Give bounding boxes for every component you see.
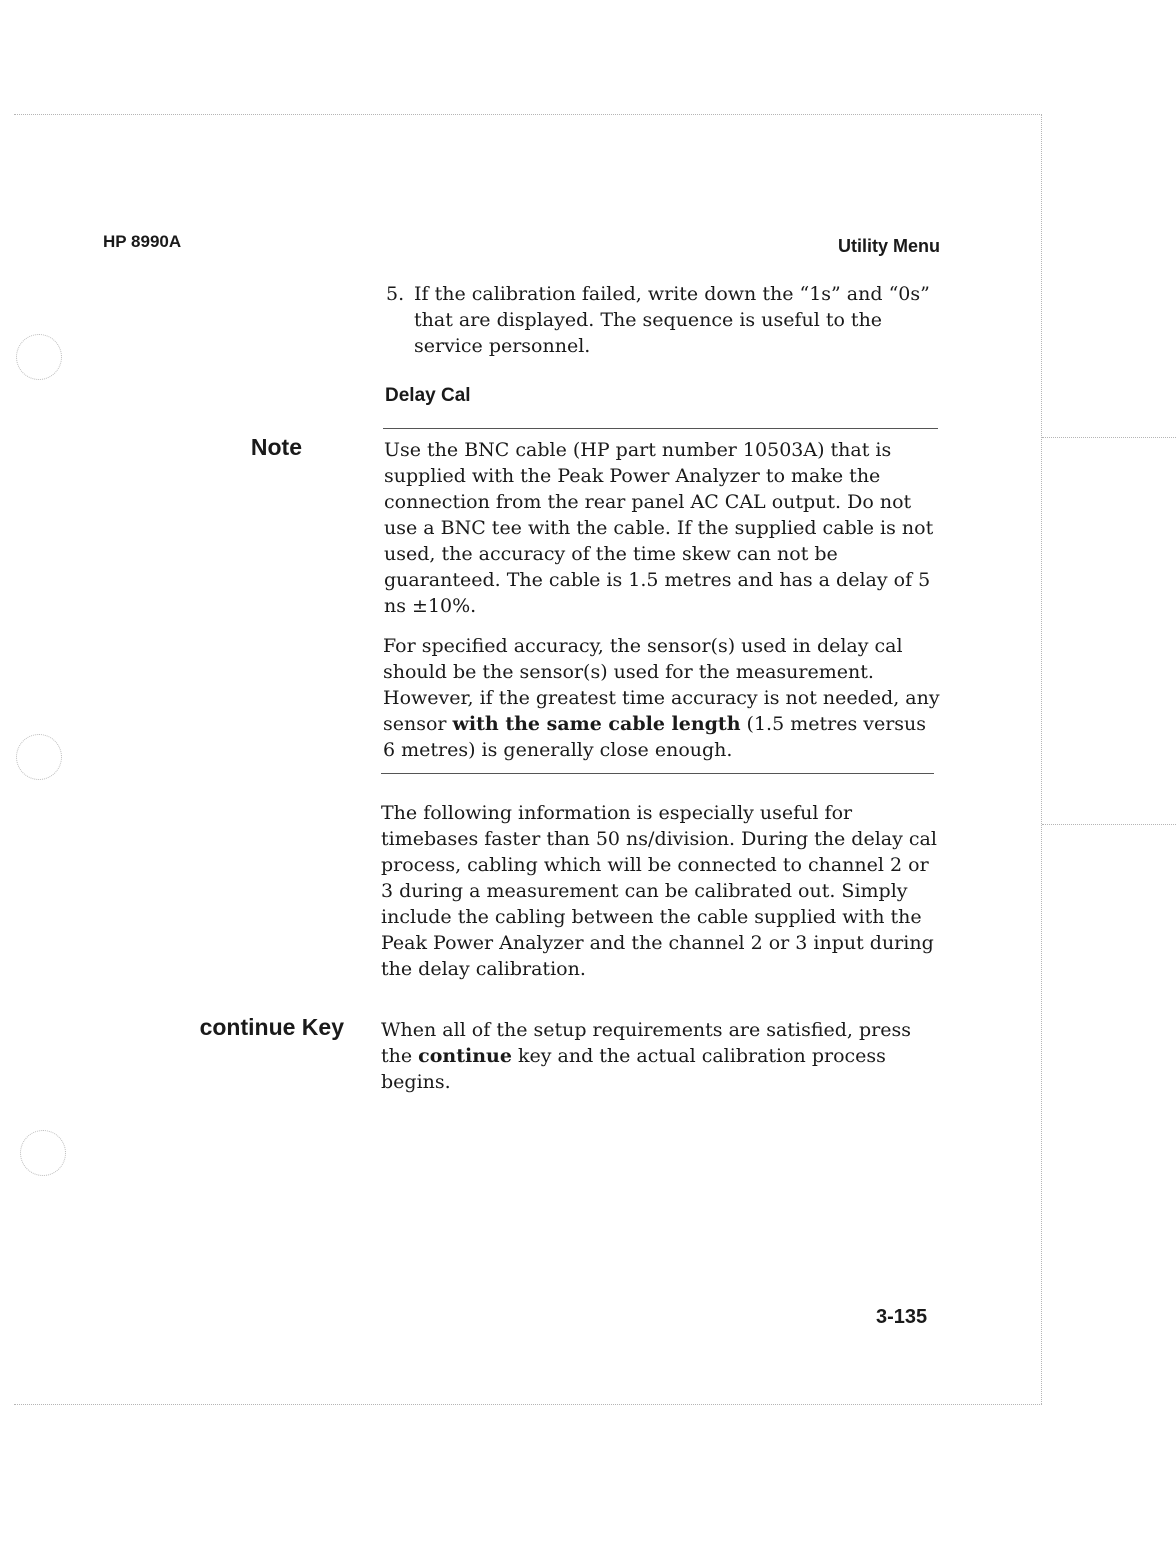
- continue-key-text-start: When all of the setup requirements are satisfied, press the: [381, 1019, 911, 1067]
- step-5: [386, 281, 946, 359]
- delay-cal-heading: Delay Cal: [385, 385, 471, 406]
- page-border-top: [14, 114, 1042, 115]
- punch-hole-middle: [16, 734, 62, 780]
- step-text: If the calibration failed, write down the “1s” and “0s” that are displayed. The sequence is useful to the service personnel.: [414, 283, 930, 357]
- page-number: 3-135: [876, 1306, 928, 1328]
- note-paragraph-2-emphasis: with the same cable length: [452, 713, 741, 735]
- info-paragraph: The following information is especially useful for timebases faster than 50 ns/division. During the delay cal process, cabling which will be connected to channel 2 or 3 during a measurement can be calibrated out. Simply include the cabling between the cable supplied with the Peak Power Analyzer and the channel 2 or 3 input during the delay calibration.: [381, 802, 937, 980]
- header-model: HP 8990A: [103, 232, 182, 251]
- note-paragraph-2: [383, 633, 943, 763]
- note-rule-top: [383, 428, 938, 429]
- punch-hole-bottom: [20, 1130, 66, 1176]
- header-section-title: Utility Menu: [838, 236, 940, 256]
- continue-key-text-end: key and the actual calibration process begins.: [381, 1045, 886, 1093]
- note-paragraph-1: Use the BNC cable (HP part number 10503A) that is supplied with the Peak Power Analyzer to make the connection from the rear panel AC CAL output. Do not use a BNC tee with the cable. If the supplied cable is not used, the accuracy of the time skew can not be guaranteed. The cable is 1.5 metres and has a delay of 5 ns ±10%.: [384, 439, 934, 617]
- page-border-right: [1041, 114, 1042, 1404]
- note-paragraph-2-end: (1.5 metres versus 6 metres) is generally close enough.: [383, 713, 927, 761]
- note-paragraph-2-start: For specified accuracy, the sensor(s) used in delay cal should be the sensor(s) used for the measurement. However, if the greatest time accuracy is not needed, any sensor: [383, 635, 940, 735]
- tab-divider-upper: [1042, 437, 1176, 438]
- tab-divider-lower: [1042, 824, 1176, 825]
- page-border-bottom: [14, 1404, 1042, 1405]
- note-label: Note: [250, 434, 302, 460]
- punch-hole-top: [16, 334, 62, 380]
- continue-key-label: continue Key: [199, 1014, 344, 1040]
- continue-key-keyword: continue: [418, 1045, 512, 1067]
- step-number: 5.: [386, 283, 405, 305]
- continue-key-paragraph: [381, 1017, 941, 1095]
- note-rule-bottom: [381, 773, 934, 774]
